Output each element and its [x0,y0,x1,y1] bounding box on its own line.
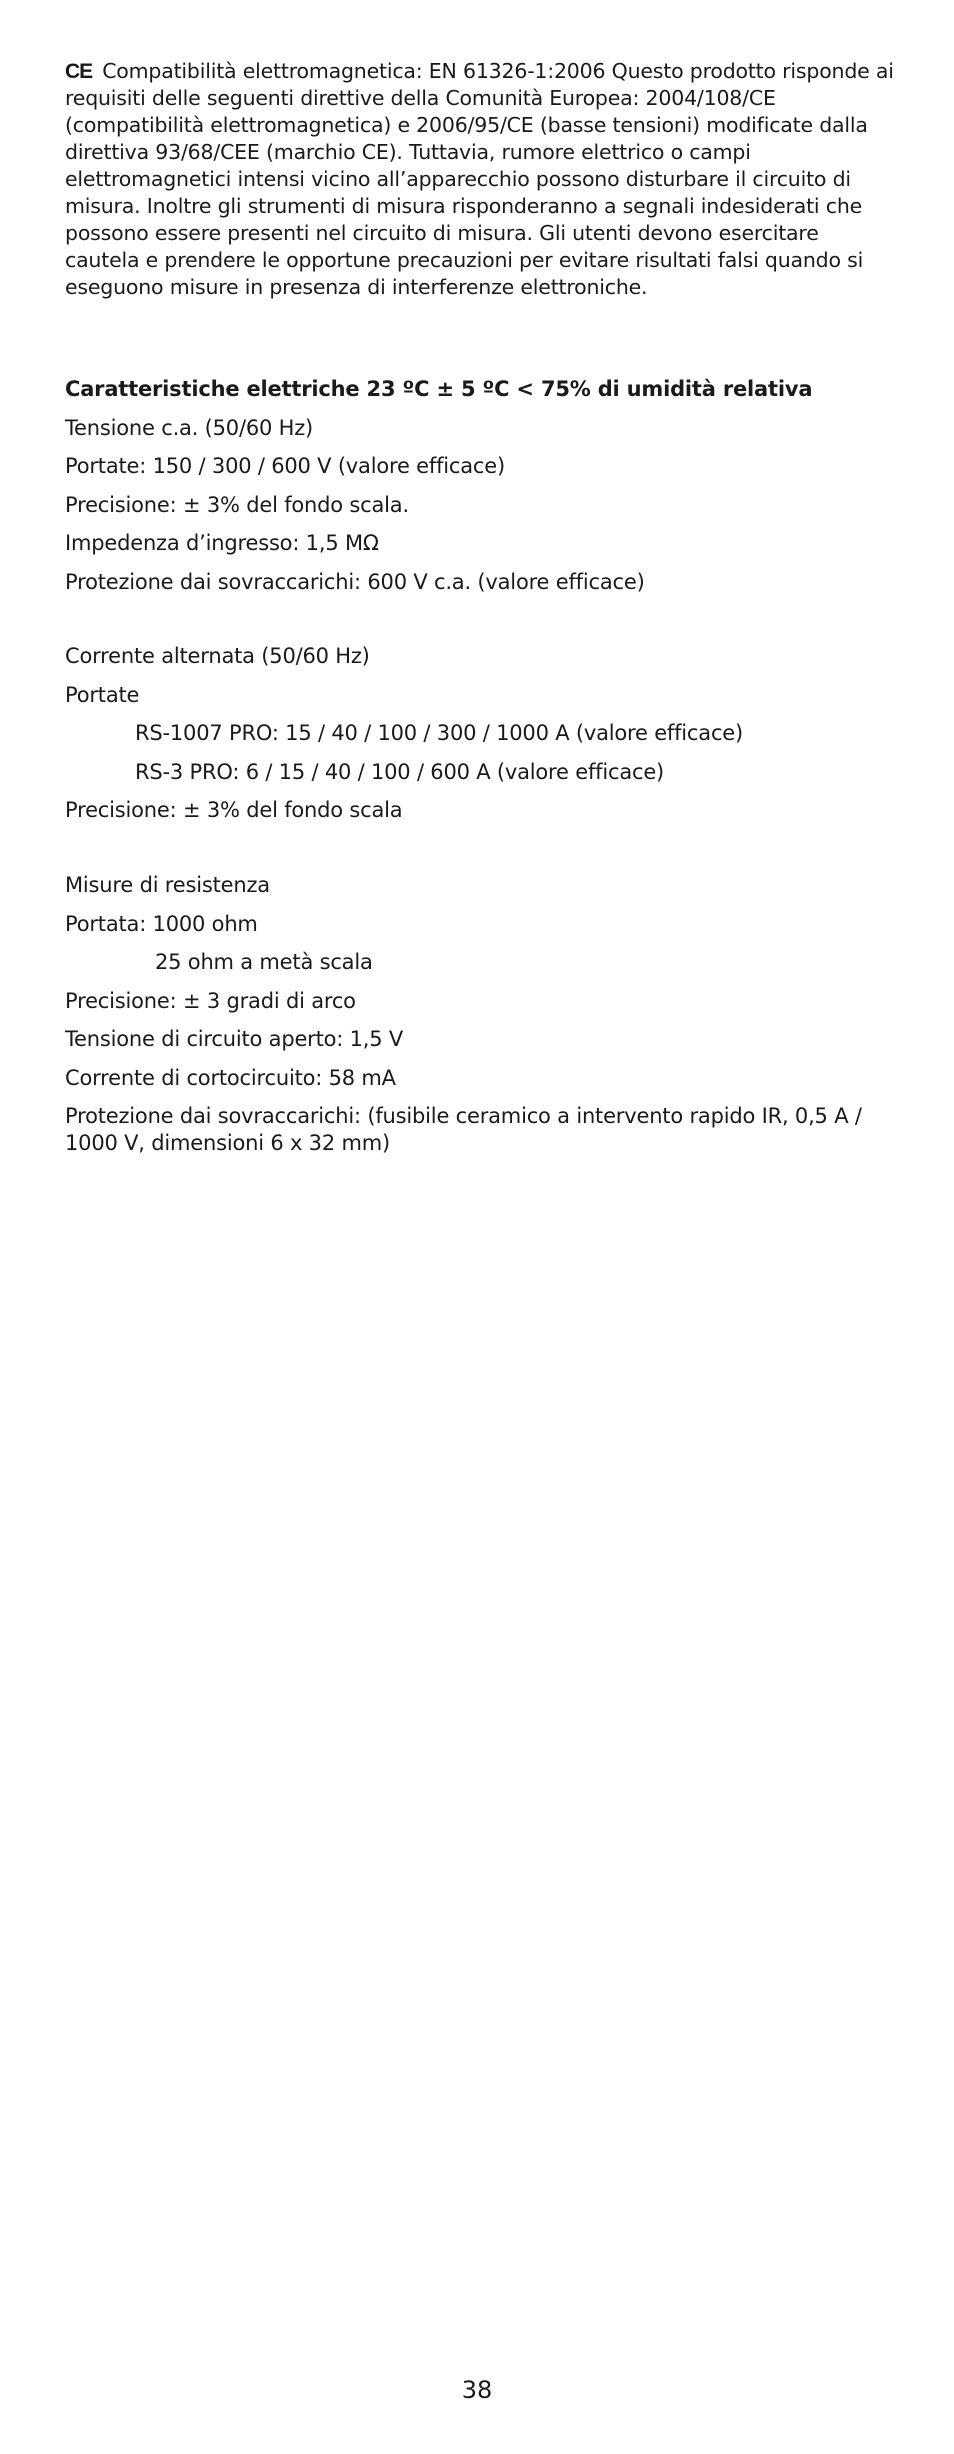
resistance-title: Misure di resistenza [65,873,270,897]
model-rs3-ranges: RS-3 PRO: 6 / 15 / 40 / 100 / 600 A (valore efficace) [135,759,665,784]
electrical-specs [65,370,895,601]
current-specs [65,637,895,830]
open-circuit-voltage: Tensione di circuito aperto: 1,5 V [65,1027,404,1051]
page-number: 38 [461,2376,493,2404]
resistance-range: Portata: 1000 ohm [65,911,258,936]
resistance-specs [65,866,895,1157]
ce-mark-icon: CE [65,60,93,83]
short-circuit-current: Corrente di cortocircuito: 58 mA [65,1065,396,1090]
input-impedance: Impedenza d’ingresso: 1,5 MΩ [65,531,379,555]
intro-paragraph [65,58,895,301]
resistance-midscale: 25 ohm a metà scala [155,950,373,974]
voltage-overload-protection: Protezione dai sovraccarichi: 600 V c.a. (valore efficace) [65,569,645,594]
intro-section [65,58,895,301]
current-precision: Precisione: ± 3% del fondo scala [65,798,403,822]
voltage-ranges: Portate: 150 / 300 / 600 V (valore efficace) [65,454,505,478]
current-ranges-label: Portate [65,682,140,707]
resistance-precision: Precisione: ± 3 gradi di arco [65,988,356,1013]
electrical-heading: Caratteristiche elettriche 23 ºC ± 5 ºC < 75% di umidità relativa [65,377,813,401]
voltage-precision: Precisione: ± 3% del fondo scala. [65,492,409,517]
resistance-overload-protection: Protezione dai sovraccarichi: (fusibile ceramico a intervento rapido IR, 0,5 A / 1000 V, dimensioni 6 x 32 mm) [65,1104,862,1155]
ac-current-title: Corrente alternata (50/60 Hz) [65,644,370,668]
ac-voltage-title: Tensione c.a. (50/60 Hz) [65,415,314,440]
model-rs1007-ranges: RS-1007 PRO: 15 / 40 / 100 / 300 / 1000 A (valore efficace) [135,721,744,745]
intro-text: Compatibilità elettromagnetica: EN 61326-1:2006 Questo prodotto risponde ai requisiti delle seguenti direttive della Comunità Europea: 2004/108/CE (compatibilità elettromagnetica) e 2006/95/CE (basse tensioni) modificate dalla direttiva 93/68/CEE (marchio CE). Tuttavia, rumore elettrico o campi elettromagnetici intensi vicino all’apparecchio possono disturbare il circuito di misura. Inoltre gli strumenti di misura risponderanno a segnali indesiderati che possono essere presenti nel circuito di misura. Gli utenti devono esercitare cautela e prendere le opportune precauzioni per evitare risultati falsi quando si eseguono misure in presenza di interferenze elettroniche. [65,59,894,299]
